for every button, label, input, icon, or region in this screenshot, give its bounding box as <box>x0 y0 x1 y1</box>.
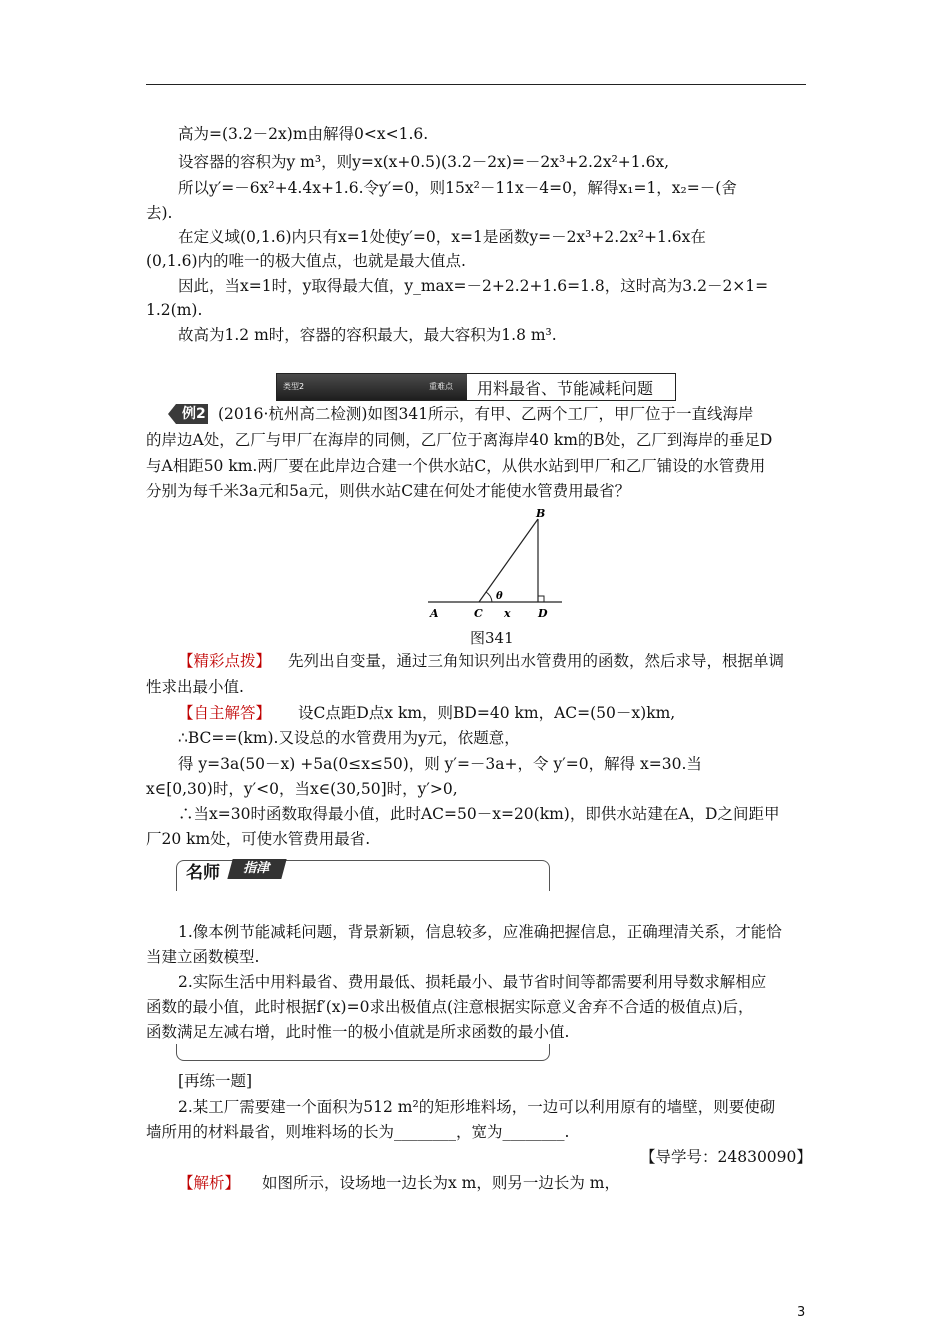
tip-line: 当建立函数模型. <box>146 948 260 966</box>
tip-frame-bottom <box>176 1044 550 1061</box>
text-line: 在定义域(0,1.6)内只有x=1处使y′=0，x=1是函数y=－2x³+2.2x²+1.6x在 <box>178 228 706 246</box>
analysis-label: 【解析】 <box>178 1174 241 1192</box>
solution-line: 厂20 km处，可使水管费用最省. <box>146 830 371 848</box>
example-line: 的岸边A处，乙厂与甲厂在海岸的同侧，乙厂位于离海岸40 km的B处，乙厂到海岸的垂足D <box>146 431 773 449</box>
text-line: 因此，当x=1时，y取得最大值，y_max=－2+2.2+1.6=1.8，这时高为3.2－2×1= <box>178 277 769 295</box>
text-line: 高为=(3.2－2x)m由解得0<x<1.6. <box>178 125 429 143</box>
text-line: 1.2(m). <box>146 301 203 319</box>
text-line: 故高为1.2 m时，容器的容积最大，最大容积为1.8 m³. <box>178 326 557 344</box>
figure-caption: 图341 <box>470 629 514 647</box>
triangle-figure <box>424 505 564 623</box>
example-badge: 例2 <box>176 404 208 424</box>
example-line: 与A相距50 km.两厂要在此岸边合建一个供水站C，从供水站到甲厂和乙厂铺设的水管费用 <box>146 457 766 475</box>
segment-cb <box>479 519 538 602</box>
tip-line: 函数的最小值，此时根据f′(x)=0求出极值点(注意根据实际意义舍弃不合适的极值点)后， <box>146 998 754 1016</box>
label-d: D <box>538 607 548 620</box>
example-line: (2016·杭州高二检测)如图341所示，有甲、乙两个工厂，甲厂位于一直线海岸 <box>218 405 754 423</box>
category-title: 用料最省、节能减耗问题 <box>477 379 654 398</box>
label-theta: θ <box>496 591 503 602</box>
category-tag-bar <box>277 374 467 400</box>
solution-line: 得 y=3a(50－x) +5a(0≤x≤50)，则 y′=－3a+，令 y′=0，解得 x=30.当 <box>178 755 702 773</box>
text-line: 去). <box>146 204 173 222</box>
tip-badge-title: 名师 <box>186 863 220 883</box>
solution-label: 【自主解答】 <box>178 704 272 722</box>
practice-heading: [再练一题] <box>178 1072 253 1090</box>
practice-line: 墙所用的材料最省，则堆料场的长为________，宽为________. <box>146 1123 570 1141</box>
text-line: 所以y′=－6x²+4.4x+1.6.令y′=0，则15x²－11x－4=0，解得x₁=1，x₂=－(舍 <box>178 179 737 197</box>
hint-text: 先列出自变量，通过三角知识列出水管费用的函数，然后求导，根据单调 <box>288 652 785 670</box>
solution-line: ∴BC==(km).又设总的水管费用为y元，依题意， <box>178 729 520 747</box>
solution-text: 设C点距D点x km，则BD=40 km，AC=(50－x)km, <box>298 704 676 722</box>
category-tag2: 重难点 <box>429 382 453 391</box>
category-header <box>276 373 676 401</box>
tip-line: 1.像本例节能减耗问题，背景新颖，信息较多，应准确把握信息，正确理清关系，才能恰 <box>178 923 782 941</box>
page-number: 3 <box>797 1305 806 1320</box>
label-c: C <box>474 607 483 620</box>
label-b: B <box>536 507 546 520</box>
label-a: A <box>430 607 439 620</box>
practice-line: 2.某工厂需要建一个面积为512 m²的矩形堆料场，一边可以利用原有的墙壁，则要使砌 <box>178 1098 776 1116</box>
tip-line: 函数满足左减右增，此时惟一的极小值就是所求函数的最小值. <box>146 1023 570 1041</box>
guide-number: 【导学号：24830090】 <box>640 1148 812 1166</box>
angle-arc <box>486 592 492 602</box>
header-rule <box>146 84 806 85</box>
solution-line: ∴当x=30时函数取得最小值，此时AC=50－x=20(km)，即供水站建在A，D之间距甲 <box>178 805 780 823</box>
text-line: 设容器的容积为y m³，则y=x(x+0.5)(3.2－2x)=－2x³+2.2x²+1.6x, <box>178 153 670 171</box>
text-line: (0,1.6)内的唯一的极大值点，也就是最大值点. <box>146 252 466 270</box>
label-x: x <box>504 607 511 620</box>
example-line: 分别为每千米3a元和5a元，则供水站C建在何处才能使水管费用最省？ <box>146 482 631 500</box>
category-tag: 类型2 <box>283 382 305 391</box>
right-angle-mark <box>538 596 544 602</box>
tip-badge-subtitle: 指津 <box>227 859 286 879</box>
tip-badge <box>184 858 294 882</box>
analysis-text: 如图所示，设场地一边长为x m，则另一边长为 m， <box>262 1174 620 1192</box>
tip-line: 2.实际生活中用料最省、费用最低、损耗最小、最节省时间等都需要利用导数求解相应 <box>178 973 767 991</box>
solution-line: x∈[0,30)时，y′<0，当x∈(30,50]时，y′>0, <box>146 780 458 798</box>
hint-label: 【精彩点拨】 <box>178 652 272 670</box>
hint-text: 性求出最小值. <box>146 678 244 696</box>
